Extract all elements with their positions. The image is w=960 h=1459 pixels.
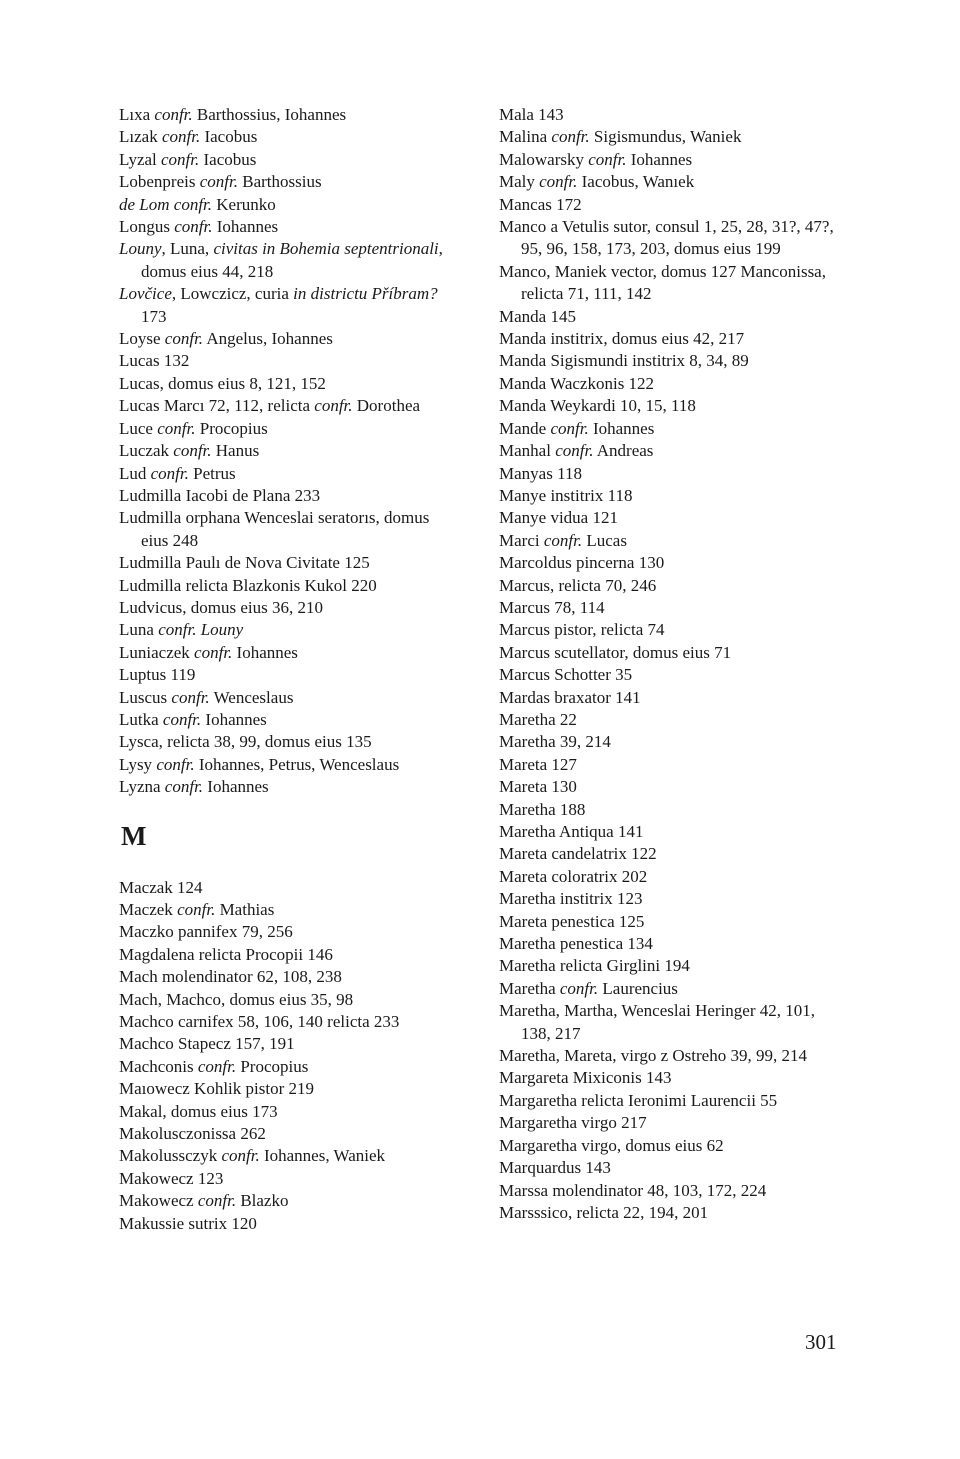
index-entry [119, 619, 449, 641]
entry-name: Maretha, Martha, Wenceslai Heringer 42, 101, 138, 217 [499, 1001, 816, 1043]
confr-abbrev: confr. [555, 441, 594, 461]
index-entry [499, 709, 844, 731]
entry-name: Lucas Marcı 72, 112, relicta [119, 396, 315, 416]
index-entry [119, 126, 449, 148]
entries-m-section-right [499, 104, 844, 1224]
entry-text: Procopius [195, 418, 268, 438]
index-entry [119, 1213, 449, 1235]
entry-text: Iohannes [201, 709, 267, 729]
entry-text: Blazko [236, 1191, 289, 1211]
index-entry [499, 821, 844, 843]
entry-name: Marci [499, 530, 544, 550]
entry-name: Maczko pannifex 79, 256 [119, 922, 293, 942]
index-entry [499, 261, 844, 306]
entry-name: Lyzna [119, 777, 165, 797]
entry-text: Andreas [593, 441, 654, 461]
index-entry [499, 440, 844, 462]
index-entry [119, 1101, 449, 1123]
index-entry [119, 149, 449, 171]
entry-name: Margaretha virgo 217 [499, 1113, 647, 1133]
index-entry [119, 216, 449, 238]
entry-name: Maretha [499, 978, 560, 998]
index-entry [499, 373, 844, 395]
index-entry [499, 1157, 844, 1179]
index-entry [119, 171, 449, 193]
entry-name: Manyas 118 [499, 463, 582, 483]
entry-name: Mach, Machco, domus eius 35, 98 [119, 989, 354, 1009]
index-entry [499, 1045, 844, 1067]
confr-abbrev: confr. [221, 1146, 260, 1166]
index-entry [119, 552, 449, 574]
index-entry [119, 921, 449, 943]
entry-text: Lucas [582, 530, 627, 550]
confr-abbrev: confr. [543, 530, 583, 550]
entry-text: Iohannes [203, 777, 269, 797]
entry-name: Margaretha virgo, domus eius 62 [499, 1135, 724, 1155]
entry-name: Mach molendinator 62, 108, 238 [119, 967, 342, 987]
entry-name: Luna [119, 620, 159, 640]
entry-name: Machconis [119, 1056, 198, 1076]
index-entry [119, 418, 449, 440]
entry-name: Lucas, domus eius 8, 121, 152 [119, 373, 326, 393]
entry-name: Lysy [119, 754, 157, 774]
index-entry [499, 507, 844, 529]
entry-text-italic: civitas in Bohemia septentrionali [213, 239, 439, 259]
entry-text: Mathias [215, 900, 275, 919]
entry-name: Maretha Antiqua 141 [499, 822, 644, 841]
entry-name: Maretha relicta Girglini 194 [499, 956, 690, 976]
confr-abbrev: confr. [171, 687, 210, 707]
entry-text: Petrus [188, 463, 236, 483]
entry-text: Iohannes, Petrus, Wenceslaus [194, 754, 400, 774]
entry-name: Marcus 78, 114 [499, 597, 605, 617]
index-entry [499, 194, 844, 216]
entry-text: Iacobus, Wanıek [577, 172, 695, 192]
index-entry [499, 575, 844, 597]
index-entry [499, 664, 844, 686]
index-entry [119, 1033, 449, 1055]
index-entry [499, 933, 844, 955]
index-entry [499, 418, 844, 440]
entry-name: Manda Waczkonis 122 [499, 373, 655, 393]
index-entry [499, 978, 844, 1000]
index-entry [119, 283, 449, 328]
entry-name: Ludvicus, domus eius 36, 210 [119, 597, 323, 617]
index-entry [499, 619, 844, 641]
index-entry [119, 1011, 449, 1033]
entry-text: Iohannes [588, 418, 655, 438]
entry-name: Manda Weykardi 10, 15, 118 [499, 396, 696, 416]
index-entry [119, 575, 449, 597]
index-entry [119, 507, 449, 552]
entry-name-italic: Lovčice [119, 284, 172, 304]
entry-text: Barthossius [237, 172, 322, 192]
confr-abbrev: confr. [154, 105, 193, 124]
entry-name: Ludmilla relicta Blazkonis Kukol 220 [119, 575, 377, 595]
index-entry [499, 306, 844, 328]
entry-text: Wenceslaus [209, 687, 294, 707]
entry-name: Lızak [119, 127, 162, 147]
entry-text: Angelus, Iohannes [203, 329, 333, 349]
entry-name: Malowarsky [499, 149, 589, 169]
index-entry [499, 1090, 844, 1112]
index-entry [499, 1067, 844, 1089]
entry-name: Luczak [119, 441, 174, 461]
entry-name: Maretha 188 [499, 799, 586, 819]
entry-name: Lucas 132 [119, 351, 190, 371]
entries-l-section [119, 104, 449, 799]
index-entry [499, 395, 844, 417]
entries-m-section-left [119, 877, 449, 1236]
entry-name: Makal, domus eius 173 [119, 1101, 278, 1121]
entry-name: Marquardus 143 [499, 1158, 611, 1178]
entry-name: Makowecz [119, 1191, 198, 1211]
entry-text: Iohannes [212, 217, 279, 237]
entry-name: Manda Sigismundi institrix 8, 34, 89 [499, 351, 749, 371]
index-entry [119, 395, 449, 417]
entry-name: Manco, Maniek vector, domus 127 Manconissa, relicta 71, 111, 142 [499, 261, 826, 304]
index-entry [119, 944, 449, 966]
index-entry [119, 194, 449, 216]
index-entry [499, 843, 844, 865]
confr-abbrev: confr. [164, 777, 204, 797]
confr-abbrev: confr. [539, 172, 578, 192]
index-entry [119, 1056, 449, 1078]
entry-name: Mala 143 [499, 105, 564, 124]
confr-abbrev: confr. [150, 463, 189, 483]
index-entry [499, 754, 844, 776]
entry-name: Maretha, Mareta, virgo z Ostreho 39, 99, 214 [499, 1046, 807, 1066]
section-letter-m: M [121, 820, 147, 851]
index-entry [499, 328, 844, 350]
entry-name: Marssa molendinator 48, 103, 172, 224 [499, 1180, 767, 1200]
entry-name: Maretha institrix 123 [499, 889, 643, 909]
entry-text: Dorothea [352, 396, 421, 416]
entry-name: Ludmilla orphana Wenceslai seratorıs, domus eius 248 [119, 508, 430, 550]
entry-name: Mareta coloratrix 202 [499, 866, 648, 886]
index-entry [119, 966, 449, 988]
index-entry [119, 1123, 449, 1145]
index-entry [119, 463, 449, 485]
confr-abbrev: confr. [559, 978, 599, 998]
index-entry [119, 731, 449, 753]
confr-abbrev: confr. [164, 329, 204, 349]
entry-text: Barthossius, Iohannes [192, 105, 347, 124]
entry-name: Manhal [499, 441, 556, 461]
entry-name: Ludmilla Iacobi de Plana 233 [119, 485, 321, 505]
index-entry [119, 440, 449, 462]
index-entry [119, 1168, 449, 1190]
entry-text-italic: in districtu Příbram? [293, 284, 438, 304]
entry-name: Maretha 22 [499, 709, 577, 729]
index-entry [119, 328, 449, 350]
entry-name: Lud [119, 463, 151, 483]
entry-name: Ludmilla Paulı de Nova Civitate 125 [119, 553, 370, 573]
entry-name: Malina [499, 127, 552, 147]
entry-name-italic: Louny [119, 239, 162, 259]
confr-abbrev: confr. [197, 1056, 237, 1076]
entry-name: Maczak 124 [119, 877, 203, 897]
entry-text: Iacobus [200, 127, 258, 147]
confr-abbrev: confr. [177, 900, 216, 919]
entry-name: Manda institrix, domus eius 42, 217 [499, 329, 745, 349]
page-number: 301 [805, 1330, 837, 1354]
index-entry [499, 1112, 844, 1134]
entry-name: Manco a Vetulis sutor, consul 1, 25, 28, 31?, 47?, 95, 96, 158, 173, 203, domus eius 199 [499, 217, 834, 259]
index-entry [499, 597, 844, 619]
entry-text: Kerunko [212, 194, 276, 214]
confr-abbrev: confr. [551, 127, 590, 147]
confr-abbrev: confr. [162, 709, 202, 729]
confr-abbrev: confr. [550, 418, 589, 438]
index-entry [499, 126, 844, 148]
entry-name-italic: de Lom [119, 194, 174, 214]
entry-name: Manye vidua 121 [499, 508, 618, 528]
index-entry [499, 171, 844, 193]
entry-name: Marcus pistor, relicta 74 [499, 620, 665, 640]
confr-abbrev: confr. [199, 172, 238, 192]
entry-name: Mareta candelatrix 122 [499, 844, 657, 864]
entry-name: Luniaczek [119, 642, 195, 662]
entry-text: Iohannes [232, 642, 298, 662]
entry-text: Iacobus [199, 149, 257, 169]
index-entry [499, 485, 844, 507]
entry-name: Mardas braxator 141 [499, 687, 641, 707]
entry-name: Machco carnifex 58, 106, 140 relicta 233 [119, 1012, 400, 1032]
confr-abbrev: confr. [173, 194, 213, 214]
confr-abbrev: confr. [197, 1191, 237, 1211]
entry-name: Marcoldus pincerna 130 [499, 553, 665, 573]
index-entry [119, 1190, 449, 1212]
index-column-right [499, 104, 844, 1224]
entry-name: Marcus Schotter 35 [499, 665, 633, 685]
entry-name: Luscus [119, 687, 172, 707]
index-entry [119, 104, 449, 126]
entry-text: Procopius [236, 1056, 309, 1076]
entry-text: Iohannes [626, 149, 693, 169]
confr-abbrev: confr. [588, 149, 627, 169]
index-entry [499, 911, 844, 933]
confr-abbrev: confr. [173, 441, 212, 461]
entry-name: Margareta Mixiconis 143 [499, 1068, 672, 1088]
confr-abbrev: confr. [174, 217, 213, 237]
index-column-left [119, 104, 449, 1235]
confr-abbrev: confr. [156, 754, 195, 774]
index-entry [119, 709, 449, 731]
entry-name: Maretha penestica 134 [499, 934, 653, 954]
entry-name: Margaretha relicta Ieronimi Laurencii 55 [499, 1090, 778, 1110]
entry-name: Manye institrix 118 [499, 485, 633, 505]
entry-name: Magdalena relicta Procopii 146 [119, 944, 333, 964]
entry-name: Lyzal [119, 149, 162, 169]
entry-text: Sigismundus, Waniek [589, 127, 742, 147]
index-entry [499, 552, 844, 574]
index-entry [499, 955, 844, 977]
index-entry [499, 350, 844, 372]
entry-name: Machco Stapecz 157, 191 [119, 1034, 295, 1054]
index-entry [499, 731, 844, 753]
index-entry [499, 1135, 844, 1157]
confr-abbrev: confr. [194, 642, 233, 662]
entry-name: Manda 145 [499, 306, 576, 326]
entry-name: Maly [499, 172, 540, 192]
entry-name: Marsssico, relicta 22, 194, 201 [499, 1202, 709, 1222]
entry-name: Longus [119, 217, 175, 237]
entry-text: 173 [141, 306, 167, 326]
index-entry [499, 799, 844, 821]
entry-name: Lobenpreis [119, 172, 200, 192]
entry-text: , Lowczicz, curia [171, 284, 294, 304]
entry-name: Maczek [119, 900, 178, 919]
index-entry [119, 687, 449, 709]
index-entry [499, 463, 844, 485]
confr-abbrev: confr. [158, 620, 197, 640]
index-entry [119, 1078, 449, 1100]
entry-name: Mareta 127 [499, 754, 577, 774]
entry-name: Maıowecz Kohlik pistor 219 [119, 1079, 314, 1099]
index-entry [499, 1202, 844, 1224]
confr-abbrev: confr. [161, 149, 200, 169]
index-entry [499, 1000, 844, 1045]
entry-name: Mareta penestica 125 [499, 911, 645, 931]
index-entry [499, 530, 844, 552]
index-entry [499, 888, 844, 910]
entry-name: Makussie sutrix 120 [119, 1213, 257, 1233]
index-entry [499, 104, 844, 126]
entry-name: Marcus, relicta 70, 246 [499, 575, 657, 595]
index-entry [119, 485, 449, 507]
index-entry [119, 877, 449, 899]
entry-name: Lysca, relicta 38, 99, domus eius 135 [119, 732, 372, 752]
index-entry [119, 373, 449, 395]
entry-name: Mande [499, 418, 551, 438]
confr-abbrev: confr. [314, 396, 353, 416]
entry-text: , Luna, [161, 239, 214, 259]
index-entry [499, 1180, 844, 1202]
entry-name: Luptus 119 [119, 665, 196, 685]
entry-text-italic: Louny [196, 620, 244, 640]
entry-name: Makowecz 123 [119, 1168, 224, 1188]
entry-text: , domus eius 44, 218 [141, 239, 443, 281]
entry-name: Makolusczonissa 262 [119, 1124, 266, 1144]
index-entry [499, 776, 844, 798]
entry-name: Marcus scutellator, domus eius 71 [499, 642, 732, 662]
entry-name: Mancas 172 [499, 194, 582, 214]
index-entry [119, 642, 449, 664]
index-entry [119, 238, 449, 283]
index-entry [119, 989, 449, 1011]
entry-text: Iohannes, Waniek [259, 1146, 386, 1166]
entry-name: Loyse [119, 329, 165, 349]
index-entry [119, 350, 449, 372]
index-entry [119, 597, 449, 619]
index-entry [119, 1145, 449, 1167]
index-entry [119, 664, 449, 686]
entry-name: Lıxa [119, 105, 155, 124]
index-entry [119, 776, 449, 798]
index-entry [119, 899, 449, 921]
index-entry [119, 754, 449, 776]
index-entry [499, 687, 844, 709]
index-entry [499, 149, 844, 171]
entry-text: Laurencius [598, 978, 678, 998]
index-entry [499, 216, 844, 261]
entry-name: Luce [119, 418, 158, 438]
entry-name: Lutka [119, 709, 163, 729]
entry-name: Maretha 39, 214 [499, 732, 611, 752]
index-entry [499, 866, 844, 888]
entry-name: Makolussczyk [119, 1146, 222, 1166]
index-entry [499, 642, 844, 664]
entry-name: Mareta 130 [499, 777, 577, 797]
confr-abbrev: confr. [161, 127, 201, 147]
confr-abbrev: confr. [157, 418, 196, 438]
entry-text: Hanus [211, 441, 260, 461]
